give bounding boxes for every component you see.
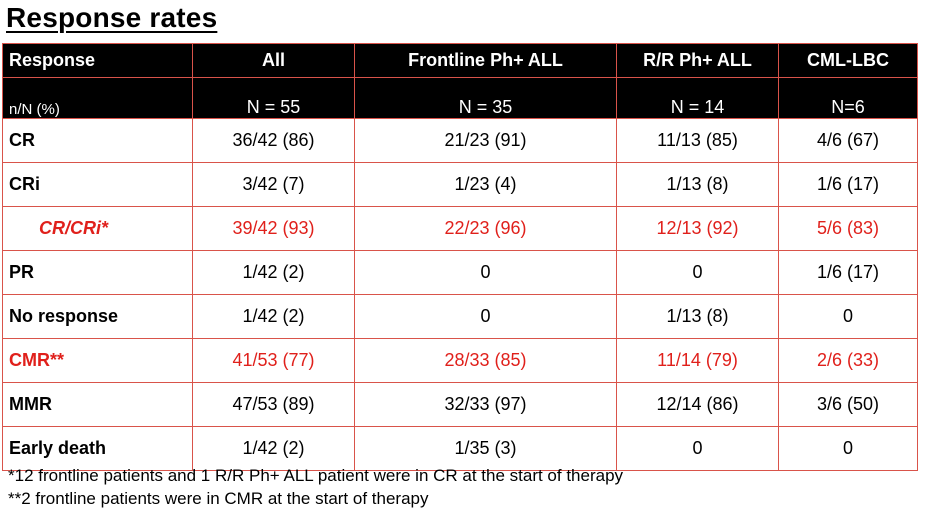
- table-cell: 28/33 (85): [355, 339, 617, 383]
- table-cell: 5/6 (83): [779, 207, 918, 251]
- header-rr: R/R Ph+ ALL: [617, 44, 779, 78]
- table-row: [3, 339, 918, 383]
- table-cell: 12/13 (92): [617, 207, 779, 251]
- header-n-frontline: N = 35: [355, 78, 617, 119]
- row-label: PR: [3, 251, 193, 295]
- table-cell: 36/42 (86): [193, 119, 355, 163]
- table-cell: 3/6 (50): [779, 383, 918, 427]
- table-row: [3, 383, 918, 427]
- header-n-all: N = 55: [193, 78, 355, 119]
- table-cell: 11/13 (85): [617, 119, 779, 163]
- table-cell: 1/23 (4): [355, 163, 617, 207]
- table-cell: 41/53 (77): [193, 339, 355, 383]
- table-cell: 1/13 (8): [617, 295, 779, 339]
- table-cell: 1/42 (2): [193, 427, 355, 471]
- header-row: [3, 44, 918, 78]
- row-label: CR: [3, 119, 193, 163]
- table-cell: 1/42 (2): [193, 295, 355, 339]
- table-row: [3, 251, 918, 295]
- table-row: [3, 207, 918, 251]
- response-table: [2, 43, 918, 471]
- table-cell: 3/42 (7): [193, 163, 355, 207]
- table-cell: 39/42 (93): [193, 207, 355, 251]
- table-cell: 4/6 (67): [779, 119, 918, 163]
- footnote-cr: *12 frontline patients and 1 R/R Ph+ ALL patient were in CR at the start of therapy: [8, 466, 624, 485]
- row-label: CR/CRi*: [3, 207, 193, 251]
- table-cell: 1/42 (2): [193, 251, 355, 295]
- table-cell: 12/14 (86): [617, 383, 779, 427]
- row-label: Early death: [3, 427, 193, 471]
- table-cell: 1/13 (8): [617, 163, 779, 207]
- header-subrow: [3, 78, 918, 119]
- table-cell: 0: [779, 427, 918, 471]
- header-unit: n/N (%): [3, 78, 193, 119]
- table-cell: 0: [355, 295, 617, 339]
- table-cell: 1/6 (17): [779, 163, 918, 207]
- table-cell: 1/6 (17): [779, 251, 918, 295]
- header-response: Response: [3, 44, 193, 78]
- header-n-cml: N=6: [779, 78, 918, 119]
- table-cell: 32/33 (97): [355, 383, 617, 427]
- row-label: CRi: [3, 163, 193, 207]
- row-label: MMR: [3, 383, 193, 427]
- header-cml: CML-LBC: [779, 44, 918, 78]
- table-row: [3, 119, 918, 163]
- table-cell: 1/35 (3): [355, 427, 617, 471]
- header-all: All: [193, 44, 355, 78]
- table-cell: 0: [779, 295, 918, 339]
- table-cell: 22/23 (96): [355, 207, 617, 251]
- table-cell: 47/53 (89): [193, 383, 355, 427]
- footnote-cmr: **2 frontline patients were in CMR at the start of therapy: [8, 489, 429, 508]
- table-row: [3, 295, 918, 339]
- table-cell: 21/23 (91): [355, 119, 617, 163]
- table-row: [3, 427, 918, 471]
- header-frontline: Frontline Ph+ ALL: [355, 44, 617, 78]
- table-cell: 0: [617, 427, 779, 471]
- header-n-rr: N = 14: [617, 78, 779, 119]
- table-cell: 0: [355, 251, 617, 295]
- table-cell: 0: [617, 251, 779, 295]
- row-label: No response: [3, 295, 193, 339]
- table-row: [3, 163, 918, 207]
- page-title: Response rates: [6, 2, 218, 33]
- row-label: CMR**: [3, 339, 193, 383]
- table-cell: 11/14 (79): [617, 339, 779, 383]
- table-cell: 2/6 (33): [779, 339, 918, 383]
